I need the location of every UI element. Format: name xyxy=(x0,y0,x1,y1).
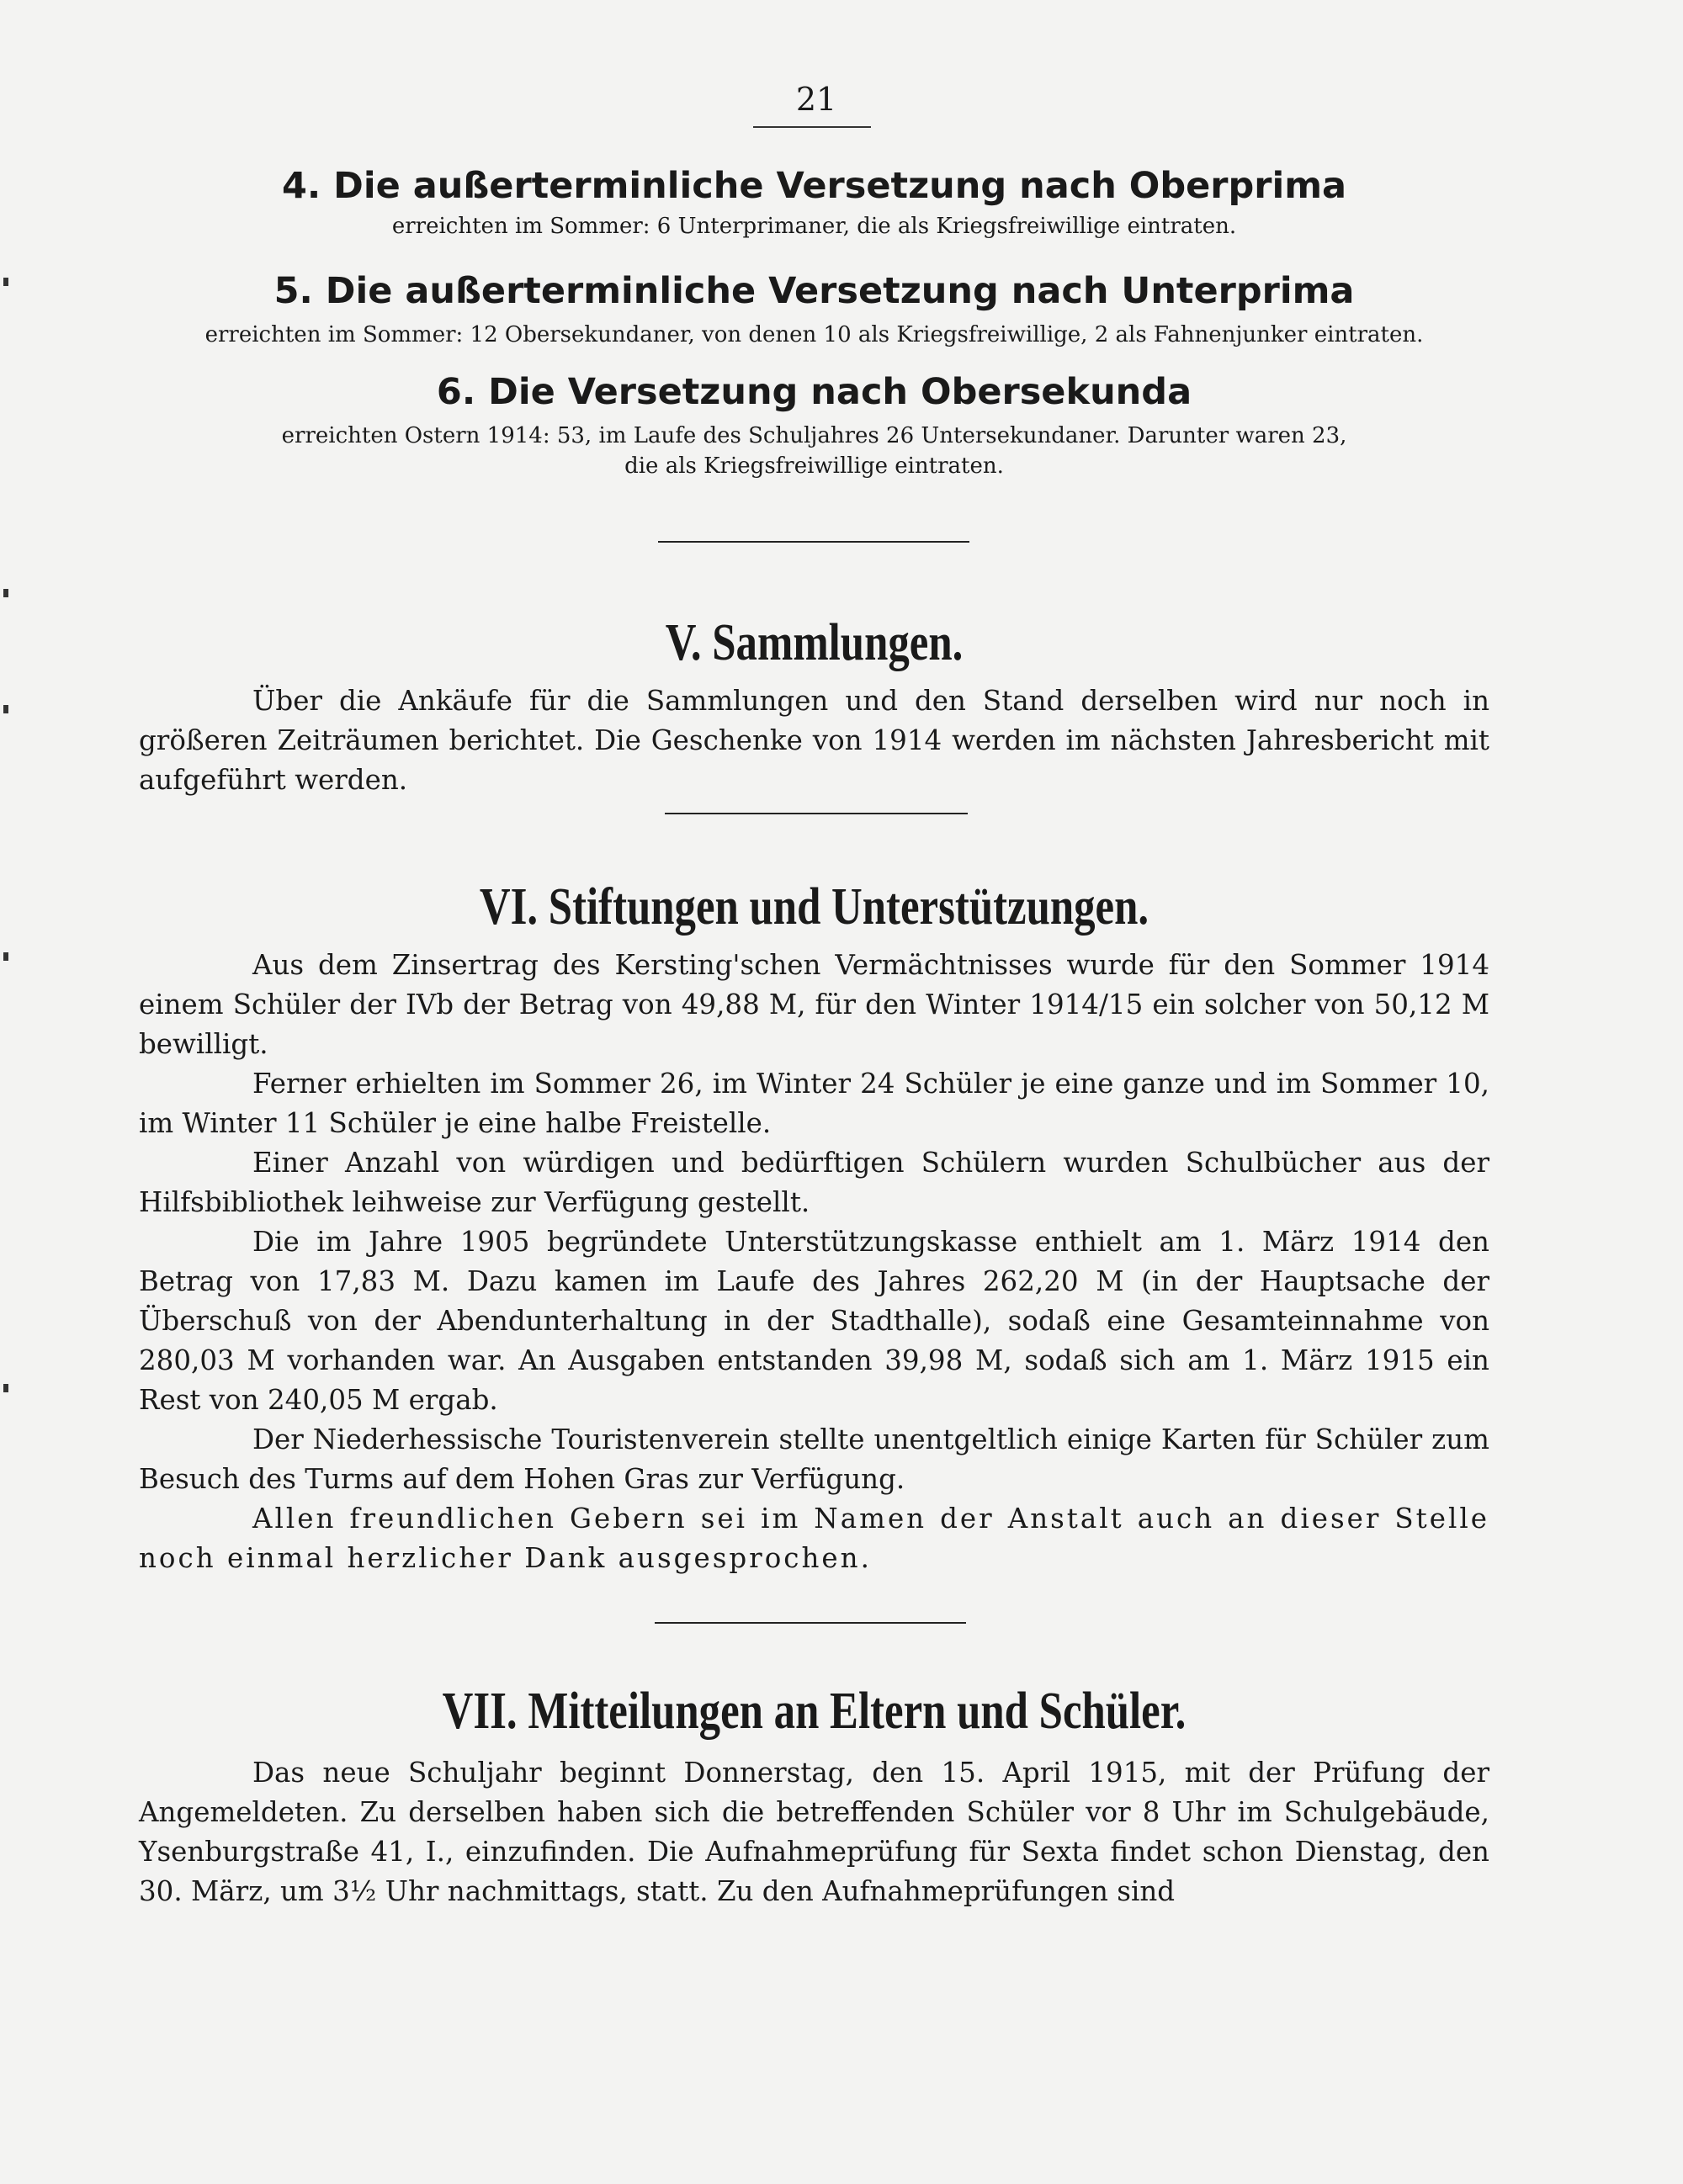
promotion-heading: 5. Die außerterminliche Versetzung nach Unterprima xyxy=(273,270,1355,312)
section-divider xyxy=(655,1622,966,1624)
section-sammlungen-body xyxy=(139,681,1489,800)
promotion-text: erreichten Ostern 1914: 53, im Laufe des Schuljahres 26 Untersekundaner. Darunter waren 23, xyxy=(281,423,1347,448)
section-stiftungen-body xyxy=(139,946,1489,1578)
paragraph: Über die Ankäufe für die Sammlungen und den Stand derselben wird nur noch in größeren Zeiträumen berichtet. Die Geschenke von 1914 werden im nächsten Jahresbericht mit aufgeführt werden. xyxy=(139,685,1489,796)
margin-mark xyxy=(3,1384,8,1392)
paragraph: Ferner erhielten im Sommer 26, im Winter 24 Schüler je eine ganze und im Sommer 10, im Winter 11 Schüler je eine halbe Freistelle. xyxy=(139,1068,1489,1139)
section-mitteilungen xyxy=(139,1679,1489,1743)
page-number: 21 xyxy=(795,81,837,118)
paragraph: Die im Jahre 1905 begründete Unterstützungskasse enthielt am 1. März 1914 den Betrag von 17,83 M. Dazu kamen im Laufe des Jahres 262,20 M (in der Hauptsache der Überschuß von der Abendunterhaltung in der Stadthalle), sodaß eine Gesamteinnahme von 280,03 M vorhanden war. An Ausgaben entstanden 39,98 M, sodaß sich am 1. März 1915 ein Rest von 240,05 M ergab. xyxy=(139,1226,1489,1416)
promotion-text: erreichten im Sommer: 6 Unterprimaner, die als Kriegsfreiwillige eintraten. xyxy=(391,214,1237,239)
paragraph: Aus dem Zinsertrag des Kersting'schen Vermächtnisses wurde für den Sommer 1914 einem Schüler der IVb der Betrag von 49,88 M, für den Winter 1914/15 ein solcher von 50,12 M bewilligt. xyxy=(139,949,1489,1060)
paragraph: Einer Anzahl von würdigen und bedürftigen Schülern wurden Schulbücher aus der Hilfsbibliothek leihweise zur Verfügung gestellt. xyxy=(139,1147,1489,1218)
promotion-heading: 4. Die außerterminliche Versetzung nach Oberprima xyxy=(281,165,1347,207)
promotion-item xyxy=(139,164,1489,241)
section-title: V. Sammlungen. xyxy=(665,614,964,671)
promotion-text: erreichten im Sommer: 12 Obersekundaner, von denen 10 als Kriegsfreiwillige, 2 als Fahnenjunker eintraten. xyxy=(204,322,1424,347)
section-divider xyxy=(665,813,968,814)
page-number-rule xyxy=(753,126,871,128)
section-mitteilungen-body xyxy=(139,1753,1489,1911)
margin-mark xyxy=(3,589,8,597)
paragraph: Das neue Schuljahr beginnt Donnerstag, den 15. April 1915, mit der Prüfung der Angemeldeten. Zu derselben haben sich die betreffenden Schüler vor 8 Uhr im Schulgebäude, Ysenburgstraße 41, I., einzufinden. Die Aufnahmeprüfung für Sexta findet schon Dienstag, den 30. März, um 3½ Uhr nachmittags, statt. Zu den Aufnahmeprüfungen sind xyxy=(139,1757,1489,1907)
section-title: VI. Stiftungen und Unterstützungen. xyxy=(479,878,1149,936)
promotion-item xyxy=(139,269,1489,350)
margin-mark xyxy=(3,278,8,286)
paragraph: Allen freundlichen Gebern sei im Namen der Anstalt auch an dieser Stelle noch einmal herzlicher Dank ausgesprochen. xyxy=(139,1503,1489,1574)
paragraph: Der Niederhessische Touristenverein stellte unentgeltlich einige Karten für Schüler zum Besuch des Turms auf dem Hohen Gras zur Verfügung. xyxy=(139,1423,1489,1495)
margin-mark xyxy=(3,705,8,713)
promotion-heading: 6. Die Versetzung nach Obersekunda xyxy=(436,371,1192,413)
margin-mark xyxy=(3,952,8,961)
section-sammlungen xyxy=(139,611,1489,675)
section-title: VII. Mitteilungen an Eltern und Schüler. xyxy=(442,1683,1187,1740)
promotion-text: die als Kriegsfreiwillige eintraten. xyxy=(624,453,1004,479)
promotion-item xyxy=(139,370,1489,481)
section-divider xyxy=(658,541,969,543)
section-stiftungen xyxy=(139,875,1489,939)
